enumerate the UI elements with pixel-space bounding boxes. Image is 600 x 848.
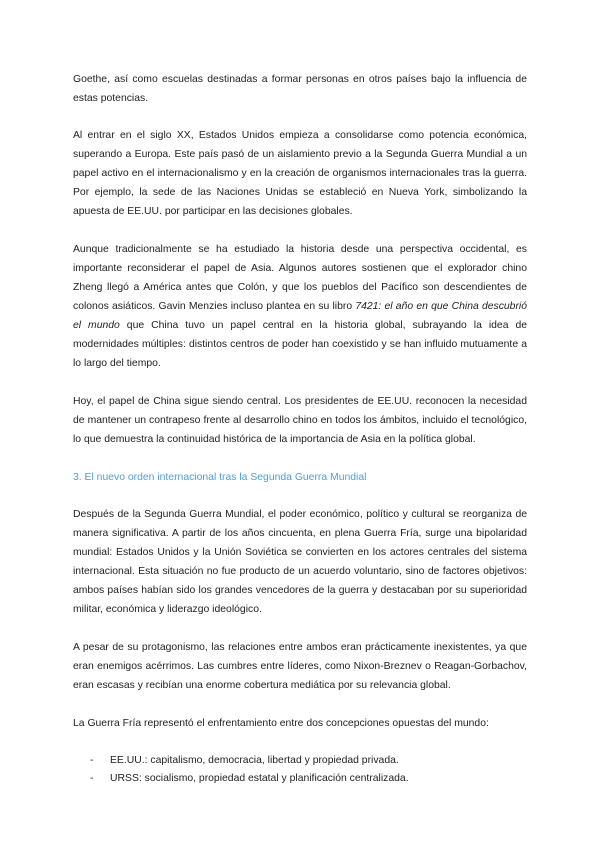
paragraph-goethe: Goethe, así como escuelas destinadas a formar personas en otros países bajo la influencia de estas potencias.: [73, 74, 527, 104]
list-bullet: -: [90, 773, 94, 784]
paragraph-bipolaridad: Después de la Segunda Guerra Mundial, el poder económico, político y cultural se reorganiza de manera significativa. A partir de los años cincuenta, en plena Guerra Fría, surge una bipolaridad mundial: Estados Unidos y la Unión Soviética se convierten en los actores centrales del sistema internacional. Esta situación no fue producto de un acuerdo voluntario, sino de factores objetivos: ambos países habían sido los grandes vencedores de la guerra y destacaban por su superioridad militar, económica y liderazgo ideológico.: [73, 509, 527, 615]
list-item: [90, 770, 527, 788]
list-item-text: EE.UU.: capitalismo, democracia, libertad y propiedad privada.: [110, 755, 399, 766]
book-title: 7421: el año en que China descubrió el mundo: [73, 301, 527, 331]
paragraph-china: Hoy, el papel de China sigue siendo central. Los presidentes de EE.UU. reconocen la necesidad de mantener un contrapeso frente al desarrollo chino en todos los ámbitos, incluido el tecnológico, lo que demuestra la continuidad histórica de la importancia de Asia en la política global.: [73, 396, 527, 445]
concepciones-list: [73, 752, 527, 788]
list-item: [90, 752, 527, 770]
paragraph-relaciones: A pesar de su protagonismo, las relaciones entre ambos eran prácticamente inexistentes, ya que eran enemigos acérrimos. Las cumbres entre líderes, como Nixon-Breznev o Reagan-Gorbachov, eran escasas y recibían una enorme cobertura mediática por su relevancia global.: [73, 642, 527, 691]
paragraph-asia-text-end: que China tuvo un papel central en la historia global, subrayando la idea de modernidades múltiples: distintos centros de poder han coexistido y se han influido mutuamente a lo largo del tiempo.: [73, 320, 527, 369]
paragraph-estados-unidos: Al entrar en el siglo XX, Estados Unidos empieza a consolidarse como potencia económica, superando a Europa. Este país pasó de un aislamiento previo a la Segunda Guerra Mundial a un papel activo en el internacionalismo y en la creación de organismos internacionales tras la guerra. Por ejemplo, la sede de las Naciones Unidas se estableció en Nueva York, simbolizando la apuesta de EE.UU. por participar en las decisiones globales.: [73, 130, 527, 217]
paragraph-asia: [73, 240, 527, 373]
list-bullet: -: [90, 755, 94, 766]
list-item-text: URSS: socialismo, propiedad estatal y planificación centralizada.: [110, 773, 409, 784]
paragraph-guerra-fria: La Guerra Fría representó el enfrentamiento entre dos concepciones opuestas del mundo:: [73, 718, 489, 729]
paragraph-asia-text-start: Aunque tradicionalmente se ha estudiado la historia desde una perspectiva occidental, es importante reconsiderar el papel de Asia. Algunos autores sostienen que el explorador chino Zheng llegó a América antes que Colón, y que los pueblos del Pacífico son descendientes de colonos asiáticos. Gavin Menzies incluso plantea en su libro: [73, 244, 527, 312]
section-heading: 3. El nuevo orden internacional tras la Segunda Guerra Mundial: [73, 472, 367, 483]
